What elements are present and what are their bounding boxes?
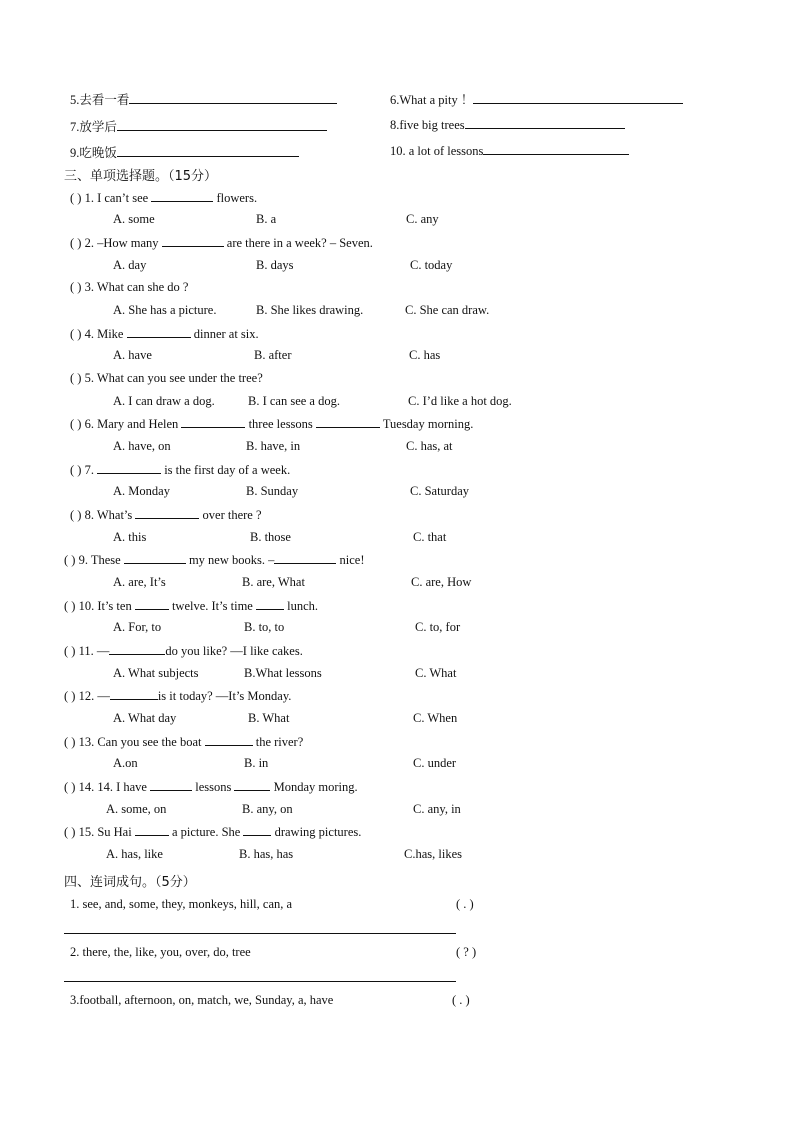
option-b: B. Sunday	[246, 484, 299, 498]
option-b: B.What lessons	[244, 666, 322, 680]
question-row: ( ) 4. Mike dinner at six.	[70, 327, 259, 341]
question-row: ( ) 12. — is it today? —It’s Monday.	[64, 689, 292, 703]
answer-blank[interactable]	[274, 552, 336, 564]
option-a: A. has, like	[106, 847, 163, 861]
option-b: B. days	[256, 258, 294, 272]
answer-parenthesis[interactable]: ( )	[70, 371, 82, 385]
option-c: C. When	[413, 711, 458, 725]
answer-line[interactable]	[64, 981, 456, 982]
option-a: A. have	[113, 348, 152, 362]
option-a: A.on	[113, 756, 138, 770]
answer-blank[interactable]	[127, 326, 191, 338]
option-c: C. has, at	[406, 439, 453, 453]
option-a: A. For, to	[113, 620, 162, 634]
question-row: ( ) 7. is the first day of a week.	[70, 463, 291, 477]
option-a: A. have, on	[113, 439, 171, 453]
answer-parenthesis[interactable]: ( )	[64, 735, 76, 749]
phrase-8: 8.five big trees	[390, 117, 625, 133]
option-b: B. What	[248, 711, 290, 725]
answer-parenthesis[interactable]: ( )	[70, 417, 82, 431]
option-b: B. She likes drawing.	[256, 303, 364, 317]
option-a: A. are, It’s	[113, 575, 166, 589]
question-row: ( ) 11. — do you like? —I like cakes.	[64, 644, 303, 658]
phrase-6: 6.What a pity ！	[390, 90, 683, 108]
option-c: C. under	[413, 756, 457, 770]
option-c: C. I’d like a hot dog.	[408, 394, 512, 408]
question-row: ( ) 3. What can she do ?	[70, 280, 189, 294]
answer-parenthesis[interactable]: ( )	[64, 689, 76, 703]
phrase-9: 9.吃晚饭	[70, 143, 299, 161]
answer-parenthesis[interactable]: ( )	[70, 463, 82, 477]
option-c: C. to, for	[415, 620, 461, 634]
punctuation-hint: ( . )	[456, 897, 474, 911]
question-row: ( ) 10. It’s ten twelve. It’s time lunch.	[64, 599, 318, 613]
answer-parenthesis[interactable]: ( )	[64, 644, 76, 658]
option-c: C. Saturday	[410, 484, 470, 498]
option-a: A. some	[113, 212, 155, 226]
option-c: C.has, likes	[404, 847, 462, 861]
option-b: B. any, on	[242, 802, 293, 816]
option-a: A. What subjects	[113, 666, 199, 680]
answer-blank[interactable]	[129, 92, 337, 104]
answer-blank[interactable]	[150, 779, 192, 791]
option-c: C. She can draw.	[405, 303, 490, 317]
punctuation-hint: ( . )	[452, 993, 470, 1007]
word-list: 2. there, the, like, you, over, do, tree	[70, 945, 251, 959]
answer-blank[interactable]	[181, 416, 245, 428]
answer-parenthesis[interactable]: ( )	[70, 191, 82, 205]
option-b: B. those	[250, 530, 291, 544]
answer-blank[interactable]	[473, 92, 683, 104]
answer-blank[interactable]	[256, 598, 284, 610]
answer-blank[interactable]	[135, 598, 169, 610]
answer-parenthesis[interactable]: ( )	[70, 236, 82, 250]
phrase-5: 5.去看一看	[70, 90, 337, 108]
question-row: ( ) 6. Mary and Helen three lessons Tuesday morning.	[70, 417, 474, 431]
answer-blank[interactable]	[234, 779, 270, 791]
option-a: A. I can draw a dog.	[113, 394, 215, 408]
answer-blank[interactable]	[465, 117, 625, 129]
option-c: C. any	[406, 212, 439, 226]
section-3-title: 三、单项选择题。（15分）	[64, 169, 218, 184]
option-a: A. Monday	[113, 484, 170, 498]
answer-parenthesis[interactable]: ( )	[70, 508, 82, 522]
option-b: B. a	[256, 212, 277, 226]
option-c: C. are, How	[411, 575, 472, 589]
option-c: C. has	[409, 348, 441, 362]
option-b: B. after	[254, 348, 292, 362]
question-row: ( ) 5. What can you see under the tree?	[70, 371, 263, 385]
question-row: ( ) 13. Can you see the boat the river?	[64, 735, 304, 749]
answer-blank[interactable]	[151, 190, 213, 202]
answer-blank[interactable]	[316, 416, 380, 428]
punctuation-hint: ( ? )	[456, 945, 477, 959]
phrase-7: 7.放学后	[70, 117, 327, 135]
answer-blank[interactable]	[135, 824, 169, 836]
answer-blank[interactable]	[162, 235, 224, 247]
question-row: ( ) 15. Su Hai a picture. She drawing pictures.	[64, 825, 362, 839]
option-c: C. What	[415, 666, 457, 680]
answer-blank[interactable]	[124, 552, 186, 564]
question-row: ( ) 1. I can’t see flowers.	[70, 191, 258, 205]
question-row: ( ) 14. 14. I have lessons Monday moring.	[64, 780, 358, 794]
option-b: B. have, in	[246, 439, 301, 453]
word-list: 3.football, afternoon, on, match, we, Sunday, a, have	[70, 993, 334, 1007]
option-b: B. to, to	[244, 620, 285, 634]
option-b: B. has, has	[239, 847, 294, 861]
option-a: A. some, on	[106, 802, 167, 816]
question-row: ( ) 2. –How many are there in a week? – Seven.	[70, 236, 373, 250]
option-a: A. day	[113, 258, 147, 272]
answer-blank[interactable]	[243, 824, 271, 836]
answer-parenthesis[interactable]: ( )	[64, 825, 76, 839]
answer-blank[interactable]	[483, 143, 629, 155]
option-a: A. What day	[113, 711, 177, 725]
answer-blank[interactable]	[117, 145, 299, 157]
option-b: B. in	[244, 756, 269, 770]
answer-blank[interactable]	[97, 462, 161, 474]
answer-blank[interactable]	[110, 688, 158, 700]
answer-blank[interactable]	[205, 734, 253, 746]
answer-parenthesis[interactable]: ( )	[64, 780, 76, 794]
question-row: ( ) 8. What’s over there ?	[70, 508, 262, 522]
answer-blank[interactable]	[117, 119, 327, 131]
phrase-10: 10. a lot of lessons	[390, 143, 629, 159]
option-c: C. any, in	[413, 802, 461, 816]
word-list: 1. see, and, some, they, monkeys, hill, can, a	[70, 897, 293, 911]
option-b: B. are, What	[242, 575, 305, 589]
answer-parenthesis[interactable]: ( )	[64, 553, 76, 567]
section-4-title: 四、连词成句。（5分）	[64, 875, 196, 890]
answer-parenthesis[interactable]: ( )	[70, 280, 82, 294]
option-c: C. that	[413, 530, 447, 544]
option-a: A. this	[113, 530, 147, 544]
answer-blank[interactable]	[109, 643, 165, 655]
option-a: A. She has a picture.	[113, 303, 217, 317]
answer-line[interactable]	[64, 933, 456, 934]
option-c: C. today	[410, 258, 453, 272]
answer-parenthesis[interactable]: ( )	[70, 327, 82, 341]
option-b: B. I can see a dog.	[248, 394, 340, 408]
question-row: ( ) 9. These my new books. – nice!	[64, 553, 365, 567]
answer-blank[interactable]	[135, 507, 199, 519]
answer-parenthesis[interactable]: ( )	[64, 599, 76, 613]
